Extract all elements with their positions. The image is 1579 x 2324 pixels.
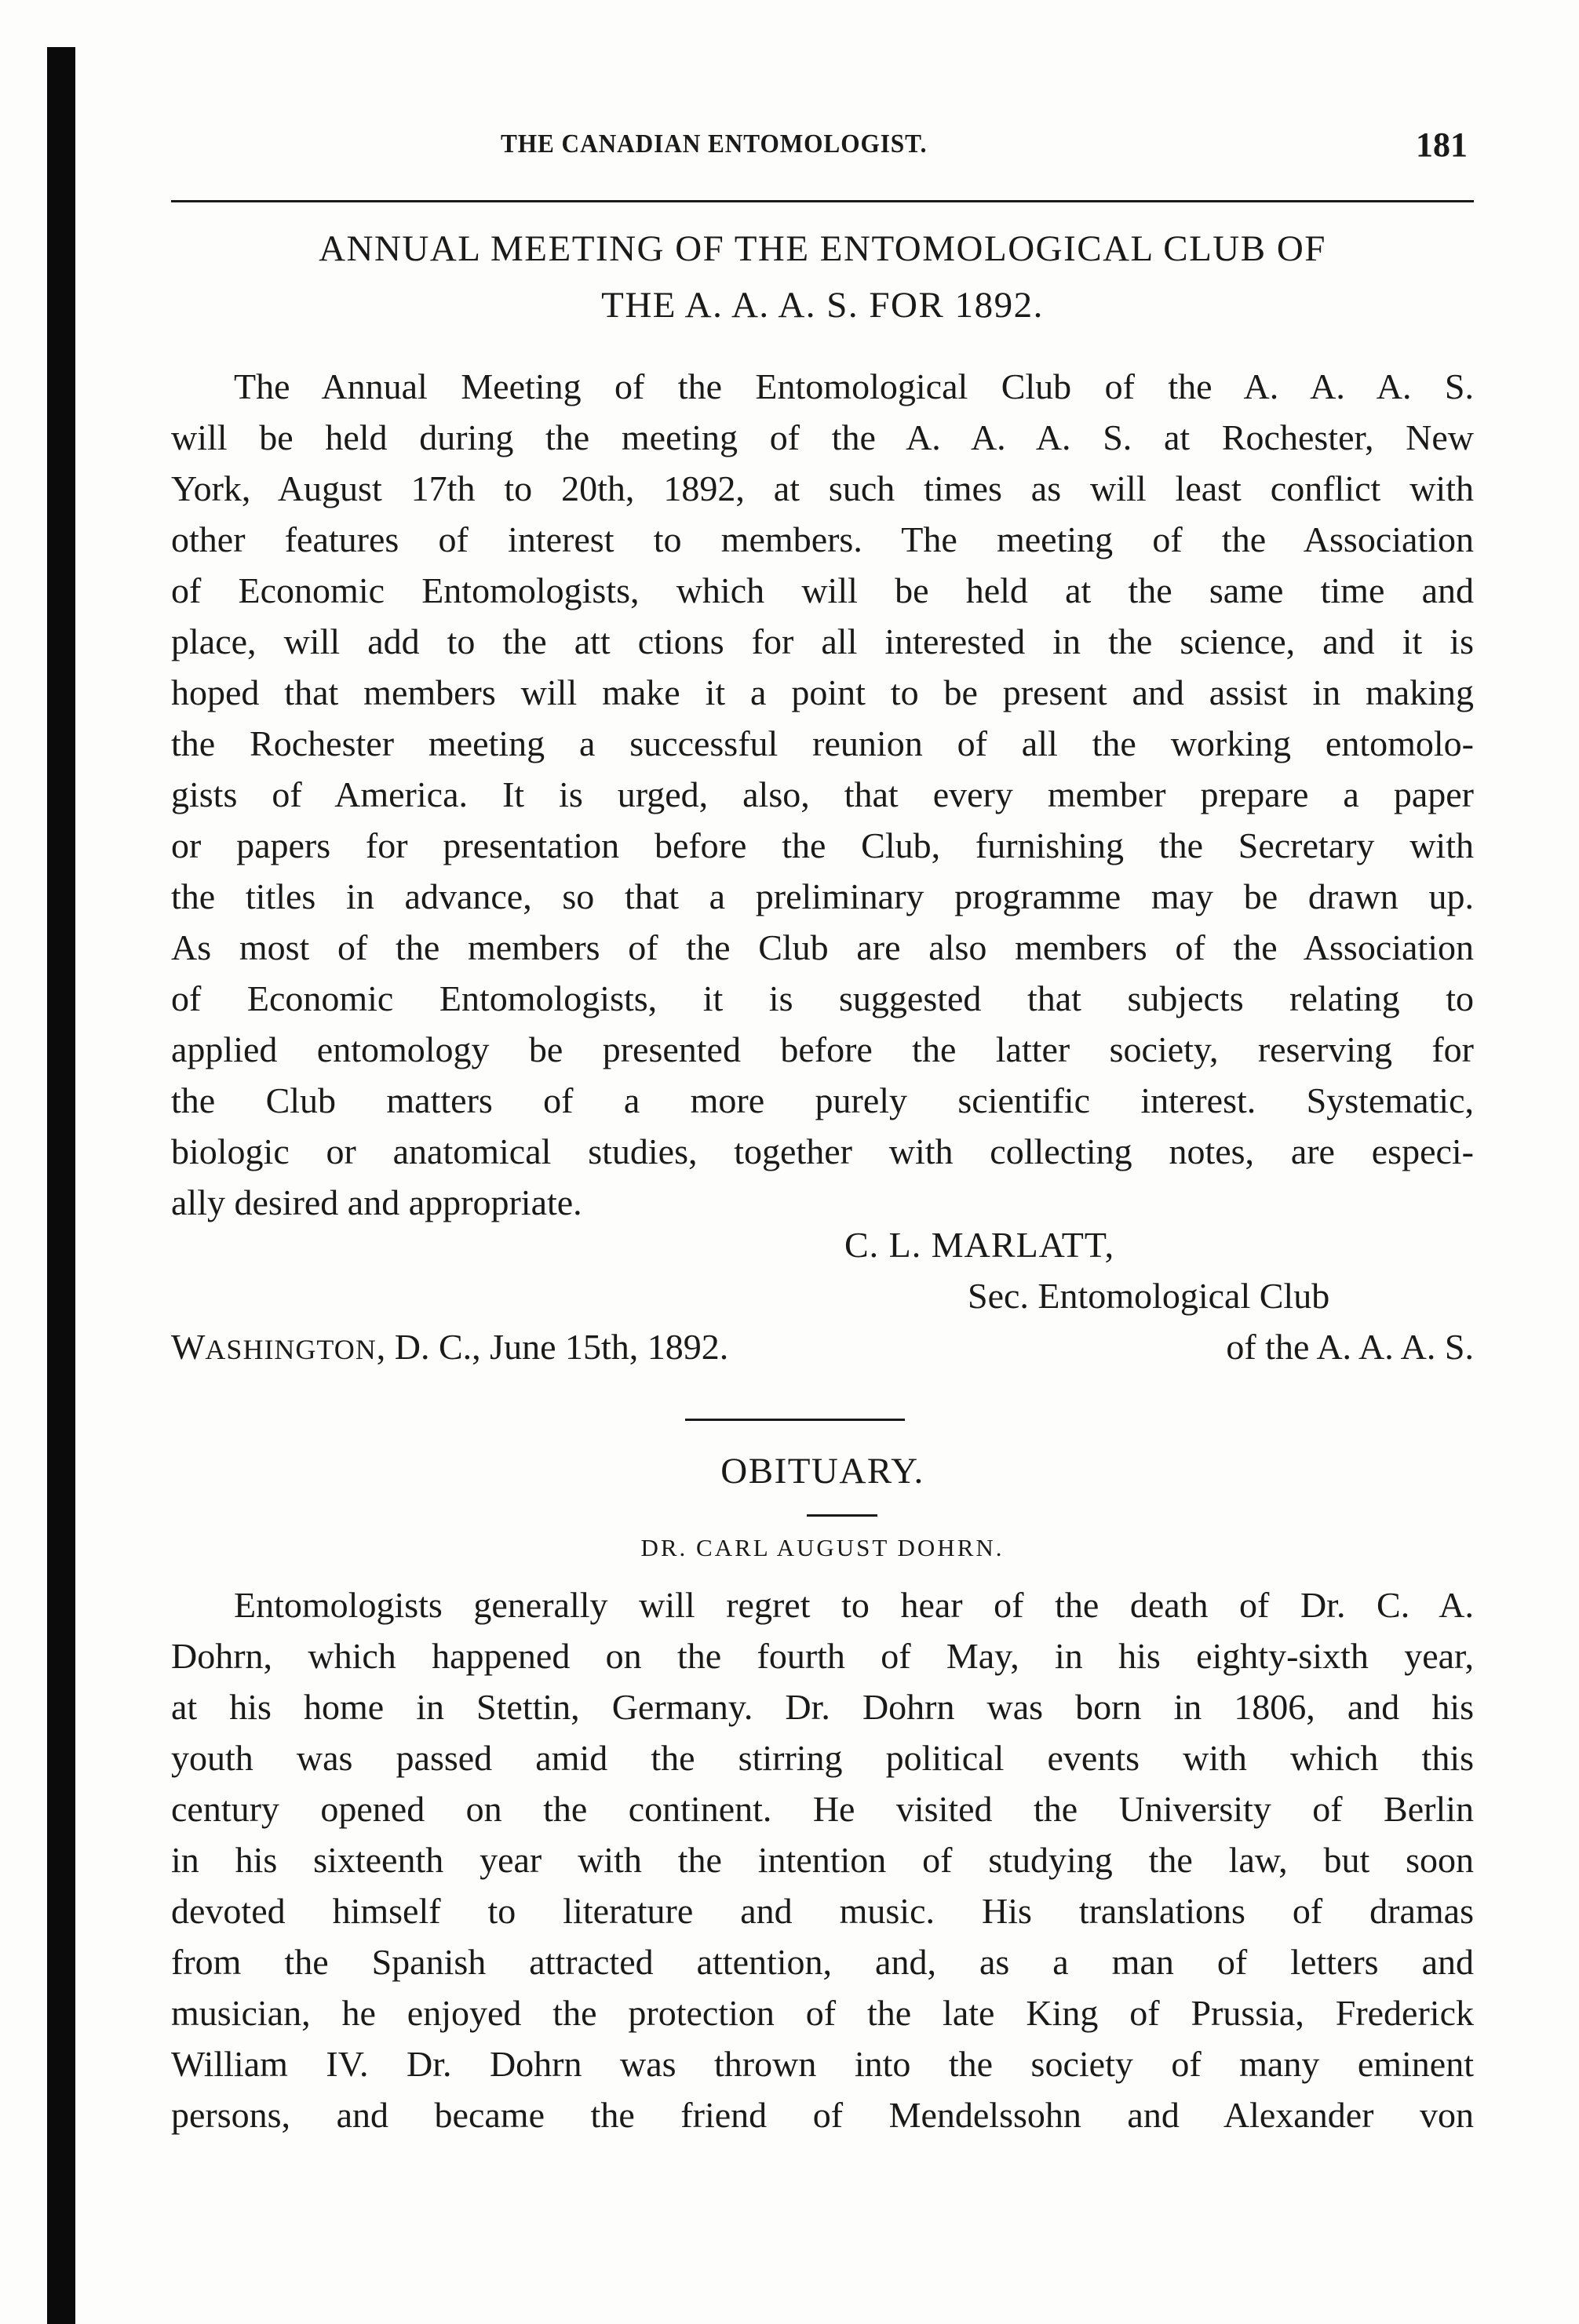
section-divider xyxy=(685,1419,905,1421)
text-line: musician, he enjoyed the protection of the late King of Prussia, Frederick xyxy=(171,1993,1474,2033)
text-line: The Annual Meeting of the Entomological Club of the A. A. A. S. xyxy=(234,366,1474,406)
text-line: York, August 17th to 20th, 1892, at such times as will least conflict with xyxy=(171,468,1474,508)
page-number: 181 xyxy=(1416,126,1468,164)
text-line: youth was passed amid the stirring political events with which this xyxy=(171,1738,1474,1778)
signature-name: C. L. MARLATT, xyxy=(844,1225,1115,1265)
obituary-body xyxy=(171,1579,1474,2140)
text-line: the titles in advance, so that a preliminary programme may be drawn up. xyxy=(171,876,1474,916)
text-line: applied entomology be presented before the latter society, reserving for xyxy=(171,1029,1474,1069)
dateline xyxy=(171,1326,728,1368)
signature-title: Sec. Entomological Club xyxy=(968,1276,1330,1316)
text-line: will be held during the meeting of the A. A. A. S. at Rochester, New xyxy=(171,417,1474,457)
obituary-subtitle: DR. CARL AUGUST DOHRN. xyxy=(640,1534,1005,1561)
text-line: the Club matters of a more purely scientific interest. Systematic, xyxy=(171,1080,1474,1120)
text-line: William IV. Dr. Dohrn was thrown into the society of many eminent xyxy=(171,2044,1474,2084)
article-body xyxy=(171,361,1474,1228)
text-line: gists of America. It is urged, also, that every member prepare a paper xyxy=(171,774,1474,814)
binding-edge xyxy=(47,47,75,2324)
text-line: devoted himself to literature and music. His translations of dramas xyxy=(171,1891,1474,1931)
text-line: Entomologists generally will regret to hear of the death of Dr. C. A. xyxy=(234,1585,1474,1625)
text-line: or papers for presentation before the Club, furnishing the Secretary with xyxy=(171,825,1474,865)
journal-title: THE CANADIAN ENTOMOLOGIST. xyxy=(501,129,928,158)
signature-of: of the A. A. A. S. xyxy=(1226,1327,1474,1367)
text-line: in his sixteenth year with the intention of studying the law, but soon xyxy=(171,1840,1474,1880)
text-line: century opened on the continent. He visited the University of Berlin xyxy=(171,1789,1474,1829)
dateline-initial: W xyxy=(171,1327,206,1367)
text-line: Dohrn, which happened on the fourth of May, in his eighty-sixth year, xyxy=(171,1636,1474,1676)
text-line: the Rochester meeting a successful reunion of all the working entomolo- xyxy=(171,723,1474,763)
title-rule xyxy=(807,1514,877,1517)
header-rule xyxy=(171,200,1474,202)
text-line: at his home in Stettin, Germany. Dr. Dohrn was born in 1806, and his xyxy=(171,1687,1474,1727)
text-line: of Economic Entomologists, it is suggested that subjects relating to xyxy=(171,978,1474,1018)
text-line: place, will add to the att ctions for all interested in the science, and it is xyxy=(171,621,1474,661)
article-title-line-1: ANNUAL MEETING OF THE ENTOMOLOGICAL CLUB OF xyxy=(319,228,1326,269)
text-line: ally desired and appropriate. xyxy=(171,1182,582,1222)
text-line: As most of the members of the Club are also members of the Association xyxy=(171,927,1474,967)
dateline-rest: , D. C., June 15th, 1892. xyxy=(376,1327,729,1367)
running-head xyxy=(171,126,1474,177)
text-line: biologic or anatomical studies, together with collecting notes, are especi- xyxy=(171,1131,1474,1171)
dateline-place: ASHINGTON xyxy=(205,1334,377,1365)
text-line: from the Spanish attracted attention, and, as a man of letters and xyxy=(171,1942,1474,1982)
obituary-title: OBITUARY. xyxy=(720,1451,924,1492)
text-line: of Economic Entomologists, which will be held at the same time and xyxy=(171,570,1474,610)
text-line: persons, and became the friend of Mendelssohn and Alexander von xyxy=(171,2095,1474,2135)
text-line: hoped that members will make it a point to be present and assist in making xyxy=(171,672,1474,712)
text-line: other features of interest to members. The meeting of the Association xyxy=(171,519,1474,559)
article-title-line-2: THE A. A. A. S. FOR 1892. xyxy=(601,285,1044,326)
